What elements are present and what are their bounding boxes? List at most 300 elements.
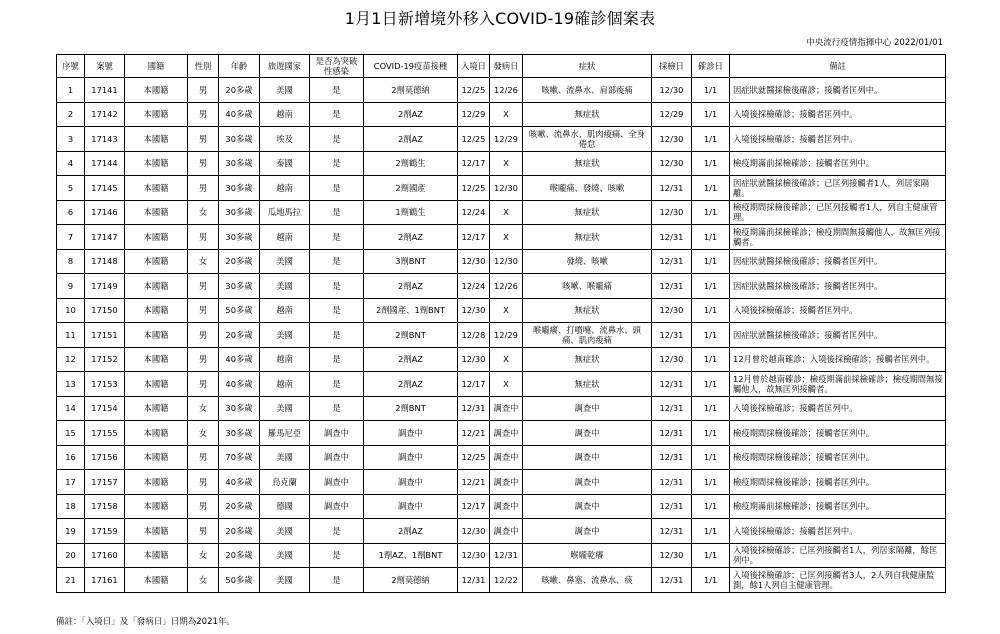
table-cell: 1/1 [692,396,730,421]
case-table [56,54,946,593]
table-cell: 12/17 [458,494,490,519]
table-cell: 是 [310,249,364,274]
table-row [57,445,946,470]
table-cell: 17146 [85,200,125,225]
table-cell: 2劑AZ [364,102,458,127]
column-header: 序號 [57,55,85,78]
table-cell: 12/30 [458,543,490,568]
table-cell: 30多歲 [219,176,260,201]
table-cell: 調查中 [310,494,364,519]
table-cell: 越南 [260,372,310,397]
table-cell: 無症狀 [523,151,652,176]
table-cell: 男 [188,298,219,323]
table-cell: X [490,225,523,250]
table-row [57,396,946,421]
table-cell: 美國 [260,568,310,593]
table-cell: 美國 [260,249,310,274]
table-cell: 17144 [85,151,125,176]
table-cell: 調查中 [364,470,458,495]
table-row [57,519,946,544]
table-cell: 17161 [85,568,125,593]
table-cell: 1劑AZ、1劑BNT [364,543,458,568]
table-row [57,347,946,372]
table-cell: 12 [57,347,85,372]
table-cell: 男 [188,225,219,250]
table-cell: 調查中 [490,519,523,544]
table-cell: 20多歲 [219,543,260,568]
table-cell: 女 [188,421,219,446]
table-cell: 17152 [85,347,125,372]
table-cell: 2劑AZ [364,347,458,372]
table-cell: 12/28 [458,323,490,348]
table-cell: 男 [188,323,219,348]
table-cell: 1/1 [692,151,730,176]
table-row [57,78,946,103]
table-cell: 1/1 [692,78,730,103]
table-cell: 本國籍 [125,372,188,397]
table-cell: 17156 [85,445,125,470]
column-header: 入境日 [458,55,490,78]
table-cell: 女 [188,200,219,225]
table-cell: 入境後採檢確診；接觸者匡列中。 [730,396,946,421]
table-cell: 德國 [260,494,310,519]
table-cell: 調查中 [523,445,652,470]
table-cell: 1/1 [692,102,730,127]
table-cell: 17158 [85,494,125,519]
table-cell: 調查中 [364,494,458,519]
table-cell: 男 [188,494,219,519]
table-cell: 越南 [260,176,310,201]
table-cell: 美國 [260,274,310,299]
table-header-row [57,55,946,78]
table-cell: 調查中 [490,445,523,470]
table-cell: 12/25 [458,78,490,103]
table-cell: 無症狀 [523,372,652,397]
table-cell: 17155 [85,421,125,446]
table-cell: 調查中 [490,421,523,446]
table-cell: 本國籍 [125,445,188,470]
table-cell: 入境後採檢確診；接觸者匡列中。 [730,298,946,323]
table-cell: 越南 [260,102,310,127]
table-cell: 1/1 [692,274,730,299]
table-cell: 是 [310,102,364,127]
footnote: 備註：「入境日」及「發病日」日期為2021年。 [56,617,235,627]
table-cell: 1/1 [692,494,730,519]
table-row [57,274,946,299]
table-cell: 5 [57,176,85,201]
table-cell: 40多歲 [219,102,260,127]
table-cell: 本國籍 [125,347,188,372]
table-cell: 12/31 [652,568,692,593]
table-cell: 2劑BNT [364,323,458,348]
table-cell: 10 [57,298,85,323]
table-cell: 無症狀 [523,200,652,225]
table-cell: 埃及 [260,127,310,152]
table-cell: 12/29 [458,102,490,127]
table-cell: 男 [188,78,219,103]
table-cell: 本國籍 [125,323,188,348]
table-cell: 30多歲 [219,127,260,152]
table-cell: 因症狀就醫採檢後確診；接觸者匡列中。 [730,274,946,299]
table-cell: 1/1 [692,519,730,544]
table-cell: 12/30 [652,151,692,176]
table-cell: 是 [310,298,364,323]
table-cell: 12/30 [458,298,490,323]
table-cell: 50多歲 [219,568,260,593]
table-cell: 調查中 [310,421,364,446]
table-cell: 30多歲 [219,274,260,299]
table-cell: 12/31 [652,421,692,446]
table-cell: 2劑莫德納 [364,78,458,103]
table-cell: 12/31 [652,249,692,274]
table-cell: 17160 [85,543,125,568]
table-cell: 本國籍 [125,470,188,495]
table-cell: 20多歲 [219,249,260,274]
table-cell: 1 [57,78,85,103]
table-cell: 20 [57,543,85,568]
table-cell: 入境後採檢確診；接觸者匡列中。 [730,102,946,127]
table-cell: 入境後採檢確診；接觸者匡列中。 [730,127,946,152]
table-cell: 是 [310,151,364,176]
table-cell: 女 [188,396,219,421]
table-cell: 30多歲 [219,225,260,250]
column-header: 症狀 [523,55,652,78]
column-header: 採檢日 [652,55,692,78]
table-cell: 20多歲 [219,494,260,519]
table-row [57,543,946,568]
table-cell: 12/17 [458,372,490,397]
table-body [57,78,946,593]
table-cell: 羅馬尼亞 [260,421,310,446]
table-cell: 1/1 [692,323,730,348]
table-cell: 1/1 [692,249,730,274]
table-cell: 美國 [260,543,310,568]
table-cell: 8 [57,249,85,274]
table-cell: 是 [310,274,364,299]
column-header: 案號 [85,55,125,78]
table-cell: 調查中 [490,396,523,421]
table-cell: 14 [57,396,85,421]
table-cell: 是 [310,372,364,397]
table-cell: 4 [57,151,85,176]
table-cell: 12月曾於越南確診；檢疫期滿前採檢確診；檢疫期間無接觸他人，故無匡列接觸者。 [730,372,946,397]
table-cell: 2劑國產、1劑BNT [364,298,458,323]
table-cell: 2劑AZ [364,127,458,152]
table-cell: 因症狀就醫採檢後確診；接觸者匡列中。 [730,249,946,274]
table-cell: 越南 [260,347,310,372]
table-cell: 17143 [85,127,125,152]
table-cell: 1/1 [692,298,730,323]
table-cell: 1/1 [692,445,730,470]
table-cell: 12/21 [458,470,490,495]
table-cell: 12/31 [652,274,692,299]
table-cell: 1/1 [692,372,730,397]
table-cell: 12/30 [652,200,692,225]
table-cell: 本國籍 [125,127,188,152]
table-cell: 17141 [85,78,125,103]
table-cell: 無症狀 [523,298,652,323]
table-cell: X [490,102,523,127]
table-cell: 女 [188,249,219,274]
table-cell: 男 [188,274,219,299]
table-cell: 1/1 [692,470,730,495]
table-cell: 本國籍 [125,494,188,519]
table-cell: 12/17 [458,225,490,250]
table-cell: 2劑AZ [364,274,458,299]
table-cell: 17147 [85,225,125,250]
table-cell: 1/1 [692,347,730,372]
column-header: 確診日 [692,55,730,78]
table-cell: 70多歲 [219,445,260,470]
table-cell: 30多歲 [219,151,260,176]
table-cell: 檢疫期間採檢後確診；接觸者匡列中。 [730,445,946,470]
table-cell: 3劑BNT [364,249,458,274]
table-cell: 15 [57,421,85,446]
table-cell: 12/31 [652,323,692,348]
table-cell: 1/1 [692,176,730,201]
table-cell: 男 [188,127,219,152]
table-cell: 入境後採檢確診；接觸者匡列中。 [730,519,946,544]
table-cell: 本國籍 [125,568,188,593]
table-cell: 20多歲 [219,78,260,103]
table-cell: 因症狀就醫採檢後確診；接觸者匡列中。 [730,323,946,348]
table-cell: 17151 [85,323,125,348]
table-cell: 20多歲 [219,323,260,348]
table-cell: 因症狀就醫採檢後確診；接觸者匡列中。 [730,78,946,103]
table-cell: 本國籍 [125,396,188,421]
table-cell: 1/1 [692,568,730,593]
table-cell: 17153 [85,372,125,397]
table-cell: 越南 [260,298,310,323]
table-cell: 入境後採檢確診；已匡列接觸者3人，2人列自我健康監測，餘1人列自主健康管理。 [730,568,946,593]
table-cell: 6 [57,200,85,225]
table-cell: 1劑鶴生 [364,200,458,225]
table-cell: X [490,347,523,372]
table-cell: 12/31 [652,494,692,519]
table-cell: 本國籍 [125,519,188,544]
table-cell: 本國籍 [125,102,188,127]
source-and-date: 中央流行疫情指揮中心 2022/01/01 [806,38,943,48]
table-cell: 12/29 [652,102,692,127]
table-cell: 2劑AZ [364,225,458,250]
table-cell: 12/31 [652,470,692,495]
table-cell: 1/1 [692,127,730,152]
table-cell: 12/25 [458,445,490,470]
table-cell: 17154 [85,396,125,421]
table-cell: 是 [310,323,364,348]
table-cell: 30多歲 [219,200,260,225]
table-cell: 2 [57,102,85,127]
table-cell: 調查中 [310,445,364,470]
table-cell: 12/31 [490,543,523,568]
document-title: 1月1日新增境外移入COVID-19確診個案表 [344,9,656,28]
table-cell: 男 [188,151,219,176]
table-cell: 2劑莫德納 [364,568,458,593]
column-header: COVID-19疫苗接種 [364,55,458,78]
table-cell: 調查中 [523,494,652,519]
table-cell: 喉嚨癢、打噴嚏、流鼻水、頭痛、肌肉痠痛 [523,323,652,348]
table-cell: 40多歲 [219,470,260,495]
table-cell: 12/22 [490,568,523,593]
table-cell: 12/30 [652,347,692,372]
column-header: 國籍 [125,55,188,78]
table-row [57,249,946,274]
table-cell: 21 [57,568,85,593]
table-cell: 2劑鶴生 [364,151,458,176]
table-cell: 2劑AZ [364,519,458,544]
table-cell: 是 [310,200,364,225]
table-cell: 本國籍 [125,176,188,201]
table-cell: 因症狀就醫採檢後確診；已匡列接觸者1人，列居家隔離。 [730,176,946,201]
table-cell: 檢疫期滿前採檢確診；檢疫期間無接觸他人，故無匡列接觸者。 [730,225,946,250]
table-cell: 瓜地馬拉 [260,200,310,225]
table-cell: X [490,151,523,176]
table-cell: 調查中 [523,470,652,495]
table-cell: 12/25 [458,176,490,201]
table-row [57,200,946,225]
table-cell: 40多歲 [219,347,260,372]
column-header: 性別 [188,55,219,78]
table-cell: 本國籍 [125,249,188,274]
table-cell: 是 [310,396,364,421]
table-cell: 12/31 [652,396,692,421]
table-cell: 男 [188,445,219,470]
table-cell: 女 [188,568,219,593]
table-cell: 12/31 [652,225,692,250]
table-row [57,127,946,152]
column-header: 旅遊國家 [260,55,310,78]
table-cell: 12/29 [490,127,523,152]
table-cell: 調查中 [490,470,523,495]
table-cell: 12/30 [652,543,692,568]
table-cell: 是 [310,347,364,372]
table-cell: 12/30 [458,249,490,274]
table-cell: 是 [310,78,364,103]
table-cell: 12/31 [652,372,692,397]
column-header: 是否為突破性感染 [310,55,364,78]
table-cell: 2劑BNT [364,396,458,421]
table-cell: 12/30 [490,176,523,201]
table-cell: 咳嗽、流鼻水、肩部痠痛 [523,78,652,103]
table-cell: 17142 [85,102,125,127]
table-cell: 12/31 [458,396,490,421]
table-cell: 30多歲 [219,421,260,446]
table-row [57,568,946,593]
table-cell: 本國籍 [125,151,188,176]
table-cell: 美國 [260,78,310,103]
table-cell: 檢疫期滿前採檢確診；接觸者匡列中。 [730,494,946,519]
table-cell: 30多歲 [219,396,260,421]
table-cell: 女 [188,543,219,568]
table-cell: 喉嚨痛、發燒、咳嗽 [523,176,652,201]
table-cell: 1/1 [692,200,730,225]
table-cell: 檢疫期間採檢後確診；已匡列接觸者1人，列自主健康管理。 [730,200,946,225]
table-cell: 泰國 [260,151,310,176]
table-cell: 烏克蘭 [260,470,310,495]
table-cell: 12/30 [652,127,692,152]
table-cell: 12/31 [652,519,692,544]
table-cell: 是 [310,127,364,152]
table-cell: 13 [57,372,85,397]
table-cell: 檢疫期滿前採檢確診；接觸者匡列中。 [730,151,946,176]
table-cell: 20多歲 [219,519,260,544]
table-cell: 是 [310,176,364,201]
column-header: 年齡 [219,55,260,78]
table-cell: 是 [310,519,364,544]
table-cell: 調查中 [523,396,652,421]
table-cell: 50多歲 [219,298,260,323]
table-cell: 調查中 [523,421,652,446]
table-cell: 12/30 [652,78,692,103]
column-header: 備註 [730,55,946,78]
table-cell: 12/17 [458,151,490,176]
table-cell: X [490,372,523,397]
table-cell: X [490,200,523,225]
table-cell: 美國 [260,519,310,544]
table-cell: 12/30 [458,347,490,372]
table-row [57,102,946,127]
table-cell: 17159 [85,519,125,544]
table-cell: 12/24 [458,200,490,225]
table-cell: 17148 [85,249,125,274]
table-row [57,176,946,201]
table-cell: 男 [188,372,219,397]
table-row [57,372,946,397]
table-cell: 12/24 [458,274,490,299]
table-row [57,323,946,348]
table-cell: 12/30 [458,519,490,544]
table-cell: 7 [57,225,85,250]
table-cell: 本國籍 [125,200,188,225]
table-cell: 1/1 [692,421,730,446]
table-cell: 12/31 [652,445,692,470]
table-cell: 1/1 [692,543,730,568]
table-cell: 17150 [85,298,125,323]
table-cell: 無症狀 [523,347,652,372]
table-cell: 發燒、咳嗽 [523,249,652,274]
table-cell: 12/30 [490,249,523,274]
table-row [57,421,946,446]
table-cell: 男 [188,519,219,544]
table-cell: 3 [57,127,85,152]
table-cell: 美國 [260,396,310,421]
table-cell: 男 [188,176,219,201]
table-cell: 美國 [260,445,310,470]
table-cell: 12/21 [458,421,490,446]
table-cell: 9 [57,274,85,299]
table-cell: 12月曾於越南確診；入境後採檢確診；接觸者匡列中。 [730,347,946,372]
table-cell: 檢疫期間採檢後確診；接觸者匡列中。 [730,470,946,495]
table-cell: 入境後採檢確診；已匡列接觸者1人，列居家隔離，餘匡列中。 [730,543,946,568]
table-cell: 2劑國產 [364,176,458,201]
table-cell: 男 [188,347,219,372]
table-row [57,470,946,495]
table-cell: 無症狀 [523,225,652,250]
table-cell: 男 [188,102,219,127]
table-cell: 17157 [85,470,125,495]
table-cell: 咳嗽、喉嚨痛 [523,274,652,299]
table-cell: 調查中 [523,519,652,544]
table-cell: 本國籍 [125,274,188,299]
table-cell: 調查中 [364,445,458,470]
table-cell: 17 [57,470,85,495]
table-cell: 是 [310,568,364,593]
table-row [57,298,946,323]
table-cell: 12/26 [490,274,523,299]
table-cell: 美國 [260,323,310,348]
table-cell: 18 [57,494,85,519]
table-row [57,225,946,250]
